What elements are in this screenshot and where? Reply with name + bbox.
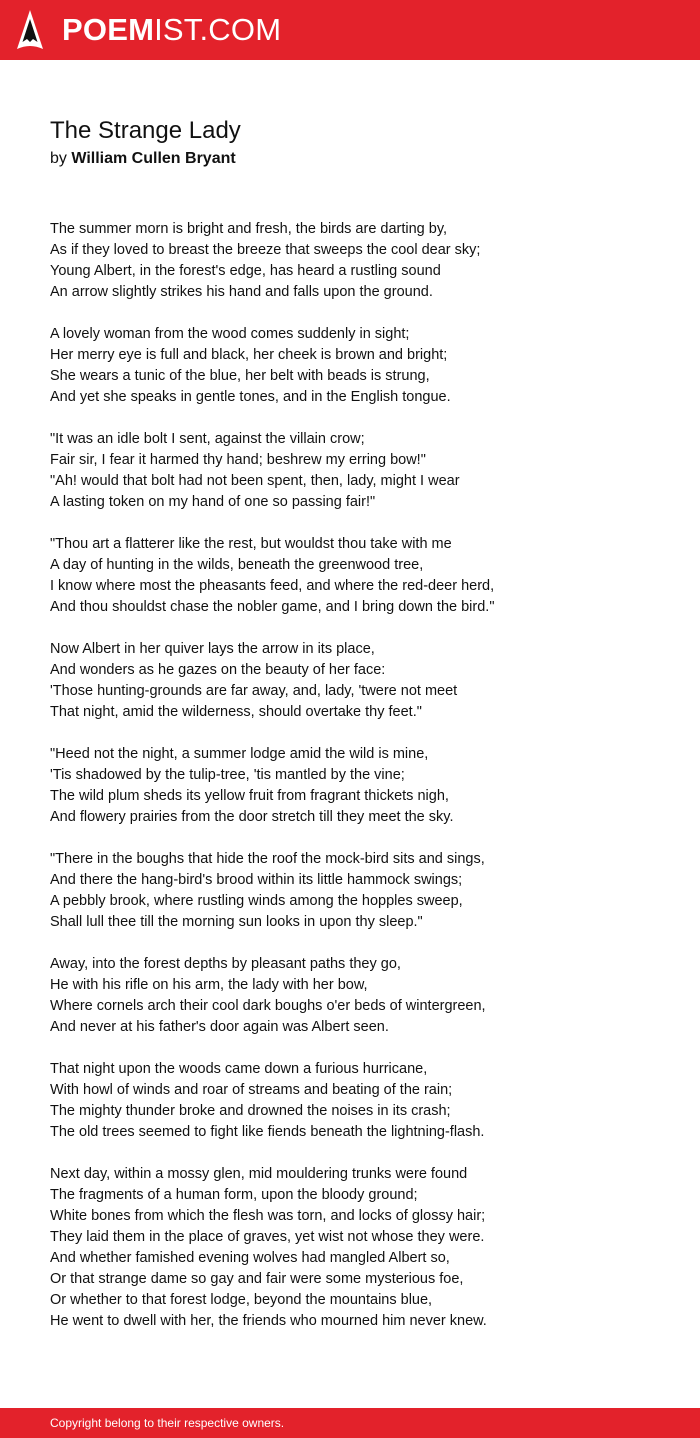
poem-line: And yet she speaks in gentle tones, and in the English tongue. — [50, 389, 451, 405]
poem-line: And never at his father's door again was Albert seen. — [50, 1019, 389, 1035]
site-header — [0, 0, 700, 60]
poem-line: Fair sir, I fear it harmed thy hand; beshrew my erring bow!" — [50, 452, 426, 468]
poem-line: "There in the boughs that hide the roof the mock-bird sits and sings, — [50, 851, 485, 867]
poem-line: The old trees seemed to fight like fiends beneath the lightning-flash. — [50, 1124, 485, 1140]
poem-line: Or whether to that forest lodge, beyond the mountains blue, — [50, 1292, 433, 1308]
site-logo[interactable] — [62, 12, 281, 48]
byline-prefix: by — [50, 150, 67, 167]
poem-stanza — [50, 1164, 670, 1332]
poem-line: "It was an idle bolt I sent, against the villain crow; — [50, 431, 365, 447]
poem-line: Her merry eye is full and black, her cheek is brown and bright; — [50, 347, 448, 363]
author-name: William Cullen Bryant — [71, 150, 236, 167]
poem-line: An arrow slightly strikes his hand and falls upon the ground. — [50, 284, 433, 300]
poem-line: He went to dwell with her, the friends who mourned him never knew. — [50, 1313, 487, 1329]
poem-line: Shall lull thee till the morning sun looks in upon thy sleep." — [50, 914, 423, 930]
poem-line: With howl of winds and roar of streams and beating of the rain; — [50, 1082, 453, 1098]
byline — [50, 149, 236, 169]
poem-line: She wears a tunic of the blue, her belt with beads is strung, — [50, 368, 430, 384]
poem-line: And wonders as he gazes on the beauty of her face: — [50, 662, 386, 678]
poem-title: The Strange Lady — [50, 117, 241, 144]
poem-stanza — [50, 324, 670, 408]
poem-line: Away, into the forest depths by pleasant paths they go, — [50, 956, 401, 972]
poem-line: I know where most the pheasants feed, and where the red-deer herd, — [50, 578, 495, 594]
poem-stanza — [50, 639, 670, 723]
poem-line: A pebbly brook, where rustling winds among the hopples sweep, — [50, 893, 463, 909]
poem-line: That night, amid the wilderness, should overtake thy feet." — [50, 704, 422, 720]
poem-line: White bones from which the flesh was torn, and locks of glossy hair; — [50, 1208, 486, 1224]
poem-line: That night upon the woods came down a furious hurricane, — [50, 1061, 428, 1077]
poem-line: "Heed not the night, a summer lodge amid the wild is mine, — [50, 746, 429, 762]
poem-line: The mighty thunder broke and drowned the noises in its crash; — [50, 1103, 451, 1119]
poem-line: "Thou art a flatterer like the rest, but wouldst thou take with me — [50, 536, 452, 552]
poem-line: And thou shouldst chase the nobler game, and I bring down the bird." — [50, 599, 495, 615]
poem-line: They laid them in the place of graves, yet wist not whose they were. — [50, 1229, 485, 1245]
poem-stanza — [50, 849, 670, 933]
poem-stanza — [50, 744, 670, 828]
poem-line: 'Those hunting-grounds are far away, and, lady, 'twere not meet — [50, 683, 458, 699]
poem-line: He with his rifle on his arm, the lady with her bow, — [50, 977, 368, 993]
poem-line: The summer morn is bright and fresh, the birds are darting by, — [50, 221, 448, 237]
logo-rest-text: IST.COM — [154, 12, 282, 47]
poem-body — [50, 219, 670, 1353]
logo-bold-text: POEM — [62, 12, 155, 47]
poem-line: 'Tis shadowed by the tulip-tree, 'tis mantled by the vine; — [50, 767, 405, 783]
poem-stanza — [50, 954, 670, 1038]
poem-line: Or that strange dame so gay and fair were some mysterious foe, — [50, 1271, 464, 1287]
poem-line: A lasting token on my hand of one so passing fair!" — [50, 494, 376, 510]
poem-line: Now Albert in her quiver lays the arrow in its place, — [50, 641, 375, 657]
poem-line: The fragments of a human form, upon the bloody ground; — [50, 1187, 418, 1203]
poem-line: As if they loved to breast the breeze that sweeps the cool dear sky; — [50, 242, 481, 258]
poem-stanza — [50, 219, 670, 303]
site-footer — [0, 1408, 700, 1438]
pencil-tip-icon — [16, 9, 44, 51]
poem-stanza — [50, 1059, 670, 1143]
poem-stanza — [50, 429, 670, 513]
poem-line: And flowery prairies from the door stretch till they meet the sky. — [50, 809, 454, 825]
poem-line: And whether famished evening wolves had mangled Albert so, — [50, 1250, 450, 1266]
poem-line: Young Albert, in the forest's edge, has heard a rustling sound — [50, 263, 441, 279]
poem-line: Where cornels arch their cool dark boughs o'er beds of wintergreen, — [50, 998, 486, 1014]
poem-line: Next day, within a mossy glen, mid mouldering trunks were found — [50, 1166, 468, 1182]
poem-line: A lovely woman from the wood comes suddenly in sight; — [50, 326, 410, 342]
poem-line: "Ah! would that bolt had not been spent, then, lady, might I wear — [50, 473, 460, 489]
poem-stanza — [50, 534, 670, 618]
poem-line: A day of hunting in the wilds, beneath the greenwood tree, — [50, 557, 424, 573]
poem-line: The wild plum sheds its yellow fruit from fragrant thickets nigh, — [50, 788, 449, 804]
copyright-text: Copyright belong to their respective owners. — [50, 1416, 285, 1430]
poem-line: And there the hang-bird's brood within its little hammock swings; — [50, 872, 463, 888]
